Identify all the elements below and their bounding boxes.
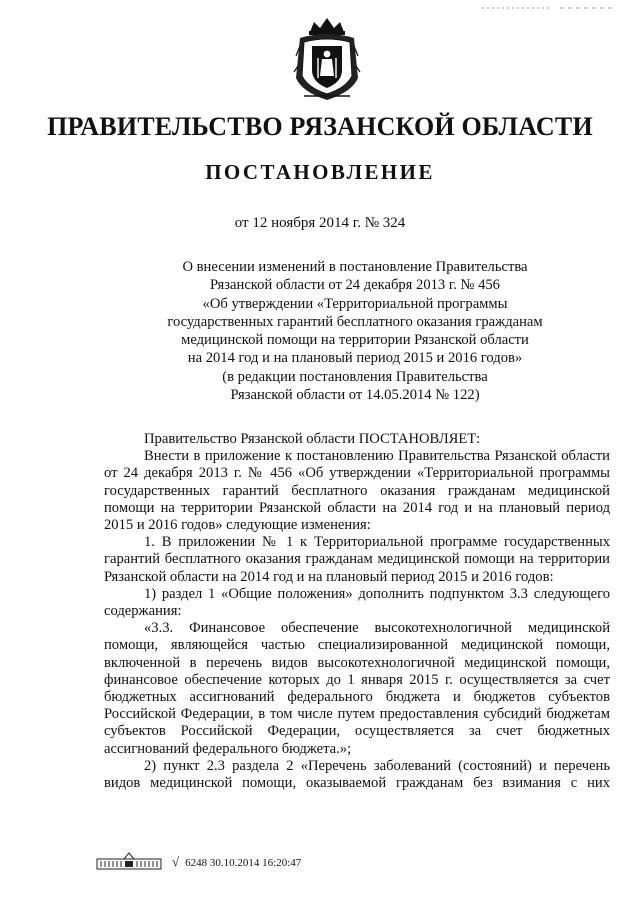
subject-line: О внесении изменений в постановление Правительства	[182, 259, 528, 275]
subject-block	[145, 258, 565, 404]
subject-line: «Об утверждении «Территориальной программы	[202, 295, 508, 312]
subject-line: государственных гарантий бесплатного оказания гражданам	[167, 313, 543, 330]
subject-line: Рязанской области от 24 декабря 2013 г. № 456	[210, 277, 500, 294]
intro-paragraph: Внести в приложение к постановлению Правительства Рязанской области от 24 декабря 2013 г. № 456 «Об утверждении «Территориальной программы государственных гарантий бесплатного оказания гражданам медицинской помощи на территории Рязанской области на 2014 год и на плановый период 2015 и 2016 годов» следующие изменения:	[104, 448, 610, 534]
item-1-paragraph: 1. В приложении № 1 к Территориальной программе государственных гарантий бесплатного оказания гражданам медицинской помощи на территории Рязанской области на 2014 год и на плановый период 2015 и 2016 годов:	[104, 534, 610, 585]
quote-paragraph: «3.3. Финансовое обеспечение высокотехнологичной медицинской помощи, являющейся частью специализированной медицинской помощи, включенной в перечень видов высокотехнологичной медицинской помощи, финансовое обеспечение которых до 1 января 2015 г. осуществляется за счет бюджетных ассигнований федерального бюджета и бюджетов субъектов Российской Федерации, в том числе путем предоставления субсидий бюджетам субъектов Российской Федерации, осуществляется за счет бюджетных ассигнований федерального бюджета.»;	[104, 620, 610, 757]
document-body	[104, 431, 610, 792]
subject-line: (в редакции постановления Правительства	[222, 368, 488, 385]
archive-stamp-icon	[96, 851, 162, 871]
subitem-1-paragraph: 1) раздел 1 «Общие положения» дополнить подпунктом 3.3 следующего содержания:	[104, 585, 610, 620]
coat-of-arms-emblem	[292, 16, 362, 102]
scan-artifact	[482, 4, 612, 12]
subject-line: медицинской помощи на территории Рязанской области	[181, 332, 529, 349]
registration-info: 6248 30.10.2014 16:20:47	[185, 857, 302, 869]
decree-line: Правительство Рязанской области ПОСТАНОВЛЯЕТ:	[144, 431, 481, 447]
document-type: ПОСТАНОВЛЕНИЕ	[205, 160, 435, 184]
registration-mark-icon: √	[172, 854, 180, 869]
government-title: ПРАВИТЕЛЬСТВО РЯЗАНСКОЙ ОБЛАСТИ	[47, 112, 593, 141]
date-and-number: от 12 ноября 2014 г. № 324	[234, 215, 406, 231]
subitem-2-paragraph: 2) пункт 2.3 раздела 2 «Перечень заболеваний (состояний) и перечень видов медицинской помощи, оказываемой гражданам без взимания с них	[104, 757, 610, 792]
subject-line: Рязанской области от 14.05.2014 № 122)	[230, 387, 480, 404]
subject-line: на 2014 год и на плановый период 2015 и 2016 годов»	[187, 350, 523, 367]
